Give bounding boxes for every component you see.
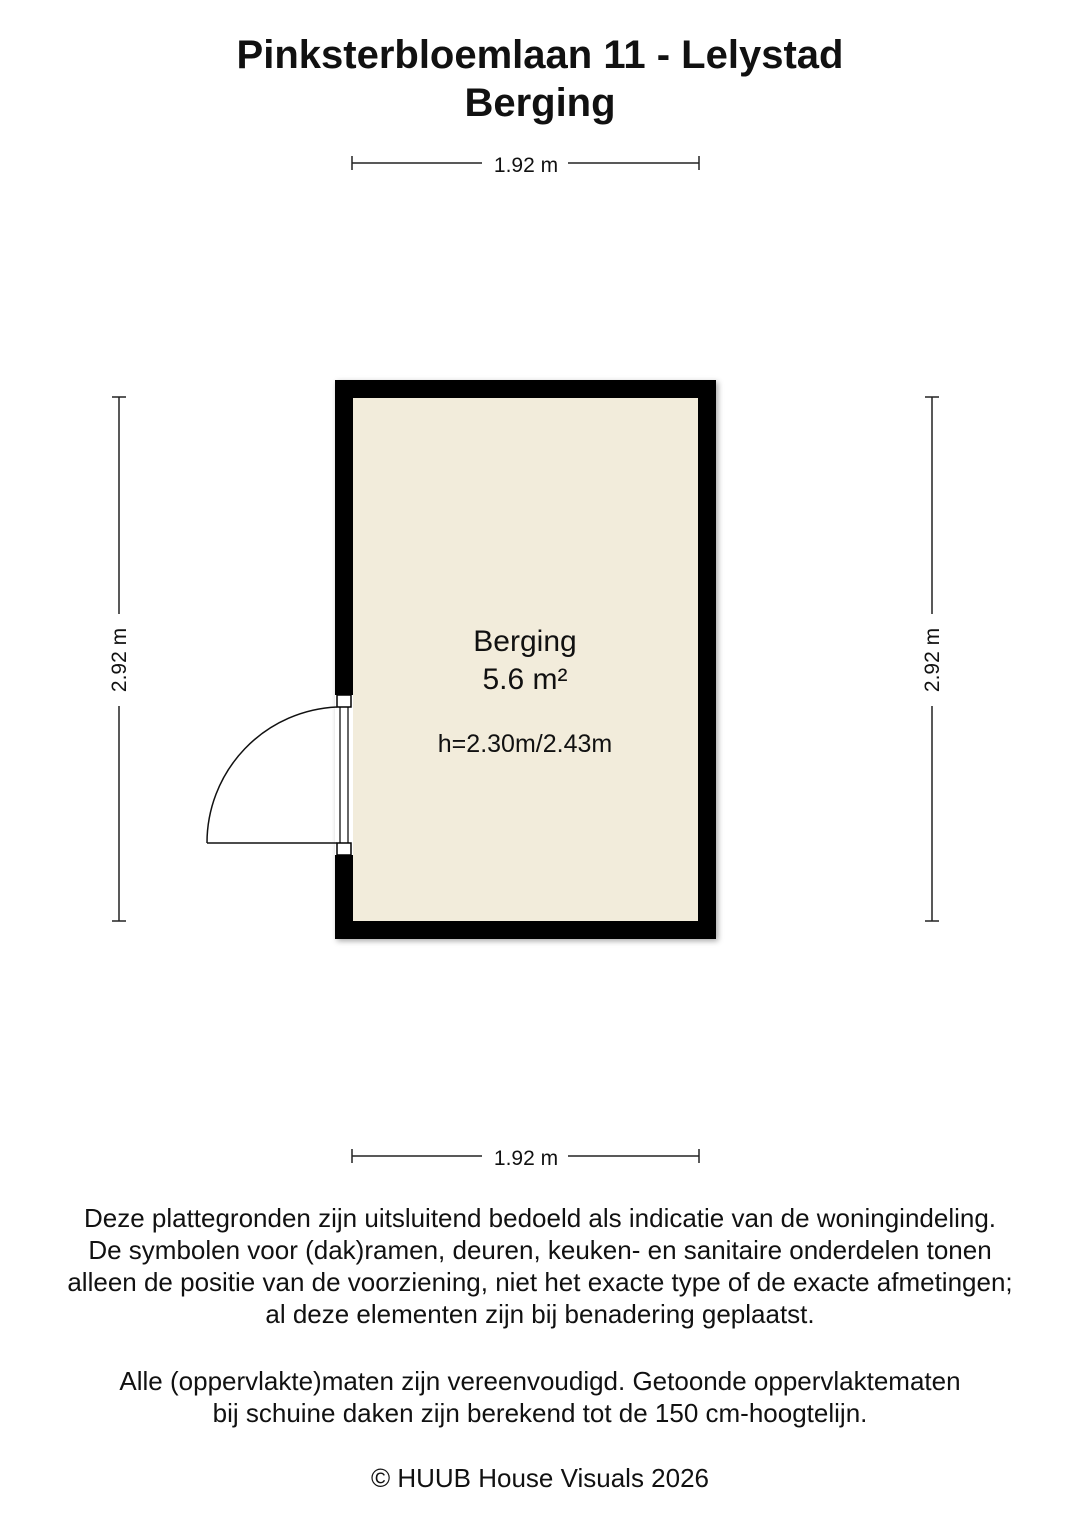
- dimension-left-label: 2.92 m: [108, 627, 131, 693]
- disclaimer-line: De symbolen voor (dak)ramen, deuren, keuken- en sanitaire onderdelen tonen: [88, 1235, 992, 1265]
- disclaimer-line: bij schuine daken zijn berekend tot de 150 cm-hoogtelijn.: [212, 1398, 868, 1428]
- page-subtitle: Berging: [464, 81, 616, 125]
- dimension-bottom-label: 1.92 m: [493, 1147, 559, 1170]
- page-title: Pinksterbloemlaan 11 - Lelystad: [236, 33, 844, 77]
- room-area: 5.6 m²: [482, 663, 568, 696]
- door-swing: [207, 707, 337, 843]
- room-height: h=2.30m/2.43m: [437, 730, 613, 758]
- door-jamb-top: [337, 695, 351, 707]
- copyright-notice: © HUUB House Visuals 2026: [370, 1463, 710, 1493]
- disclaimer-paragraph-2: [0, 1365, 1080, 1429]
- disclaimer-paragraph-1: [0, 1202, 1080, 1330]
- disclaimer-line: al deze elementen zijn bij benadering geplaatst.: [265, 1299, 815, 1329]
- disclaimer-line: Deze plattegronden zijn uitsluitend bedoeld als indicatie van de woningindeling.: [83, 1203, 997, 1233]
- room-name: Berging: [473, 625, 577, 658]
- dimension-top-label: 1.92 m: [493, 154, 559, 177]
- door-opening: [335, 695, 353, 855]
- disclaimer-line: Alle (oppervlakte)maten zijn vereenvoudigd. Getoonde oppervlaktematen: [119, 1366, 961, 1396]
- room-floor: [353, 398, 698, 921]
- disclaimer-line: alleen de positie van de voorziening, niet het exacte type of de exacte afmetingen;: [67, 1267, 1013, 1297]
- dimension-right-label: 2.92 m: [921, 627, 944, 693]
- room-berging: [335, 380, 716, 939]
- door-jamb-bottom: [337, 843, 351, 855]
